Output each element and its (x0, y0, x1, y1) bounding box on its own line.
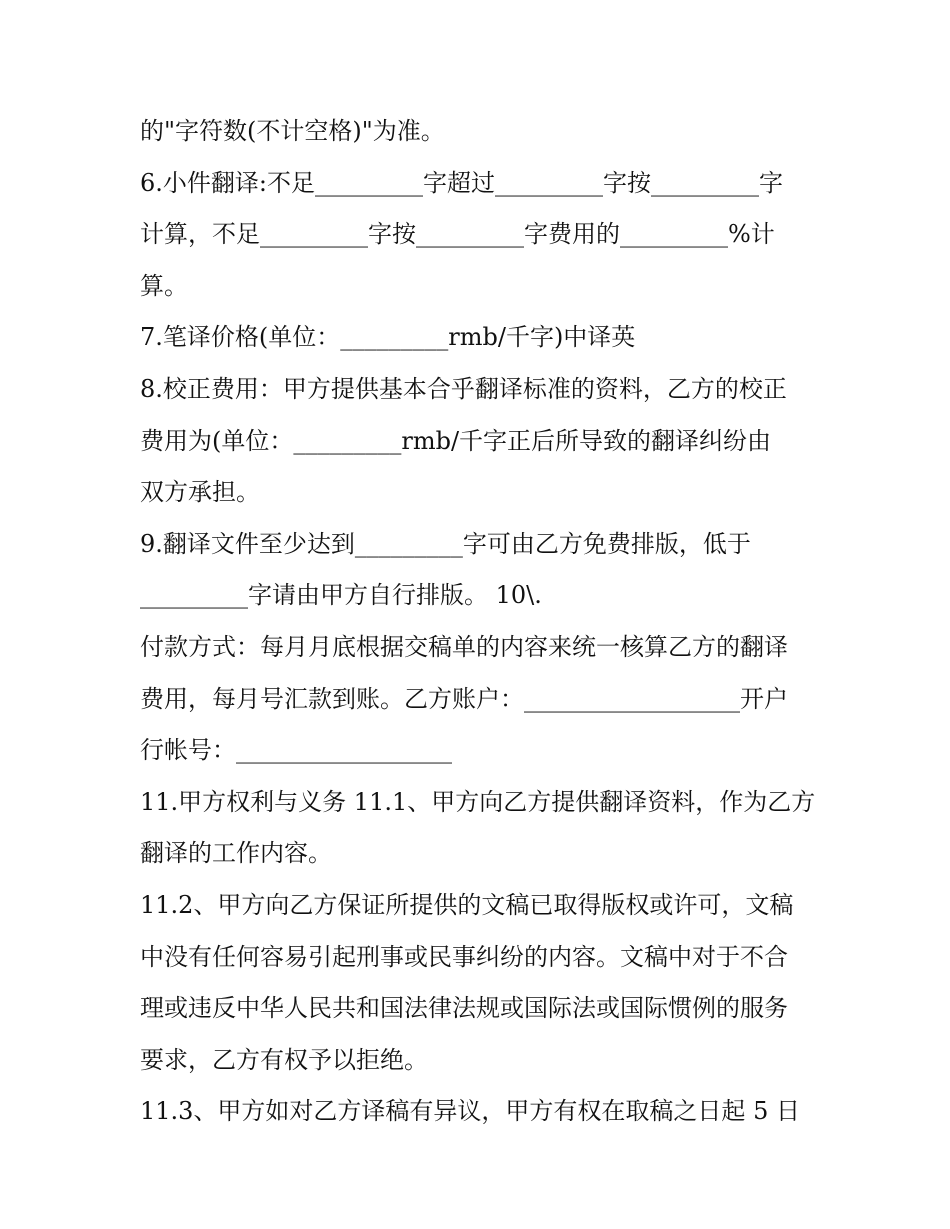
text-line: 要求，乙方有权予以拒绝。 (140, 1045, 428, 1074)
text-line: 11.2、甲方向乙方保证所提供的文稿已取得版权或许可，文稿 (140, 890, 794, 919)
text-line: 8.校正费用：甲方提供基本合乎翻译标准的资料，乙方的校正 (140, 374, 787, 403)
text-line: 6.小件翻译:不足_________字超过_________字按_________字 (140, 168, 783, 197)
text-line: 中没有任何容易引起刑事或民事纠纷的内容。文稿中对于不合 (140, 942, 788, 971)
text-line: _________字请由甲方自行排版。 10\. (140, 581, 542, 610)
text-line: 的"字符数(不计空格)"为准。 (140, 117, 445, 145)
text-line: 费用，每月号汇款到账。乙方账户：__________________开户 (140, 684, 788, 713)
text-line: 11.甲方权利与义务 11.1、甲方向乙方提供翻译资料，作为乙方 (140, 787, 816, 816)
text-line: 翻译的工作内容。 (140, 839, 332, 868)
text-line: 双方承担。 (140, 478, 260, 507)
text-line: 计算，不足_________字按_________字费用的_________%计 (140, 220, 775, 249)
text-line: 理或违反中华人民共和国法律法规或国际法或国际惯例的服务 (140, 994, 788, 1023)
contract-text (140, 106, 820, 1138)
text-line: 9.翻译文件至少达到_________字可由乙方免费排版，低于 (140, 529, 751, 558)
text-line: 算。 (140, 271, 188, 300)
text-line: 11.3、甲方如对乙方译稿有异议，甲方有权在取稿之日起 5 日 (140, 1097, 800, 1126)
text-line: 7.笔译价格(单位：_________rmb/千字)中译英 (140, 323, 636, 352)
text-line: 付款方式：每月月底根据交稿单的内容来统一核算乙方的翻译 (140, 632, 788, 661)
text-line: 行帐号：__________________ (140, 736, 452, 765)
text-line: 费用为(单位：_________rmb/千字正后所导致的翻译纠纷由 (140, 426, 772, 455)
